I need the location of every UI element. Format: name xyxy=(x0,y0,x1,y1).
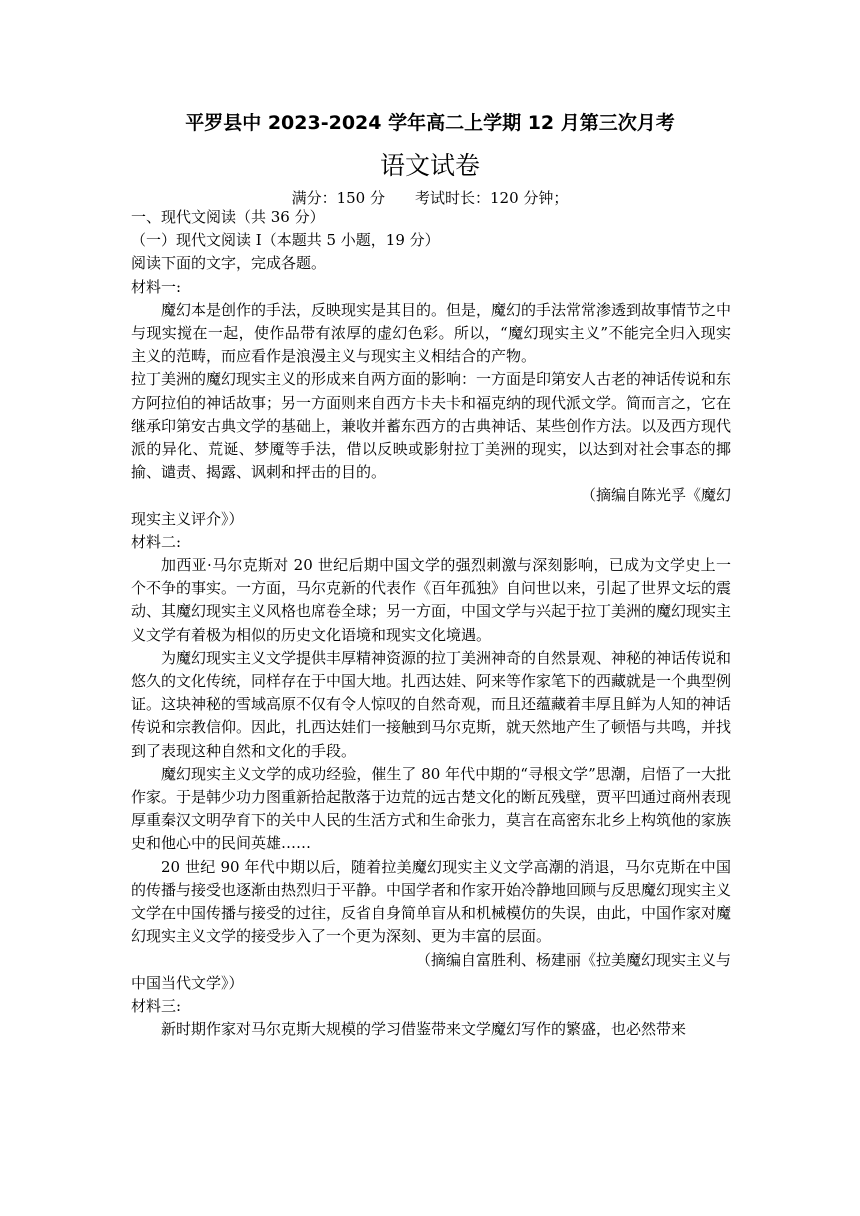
section-heading: 一、现代文阅读（共 36 分） xyxy=(131,208,325,226)
exam-meta xyxy=(0,187,860,208)
material1-source: （摘编自陈光孚《魔幻 xyxy=(580,486,731,505)
material3-label: 材料三: xyxy=(131,996,182,1015)
material1-paragraph: 拉丁美洲的魔幻现实主义的形成来自两方面的影响：一方面是印第安人古老的神话传说和东方阿拉伯的神话故事；另一方面则来自西方卡夫卡和福克纳的现代派文学。简而言之，它在继承印第安古典文学的基础上，兼收并蓄东西方的古典神话、某些创作方法。以及西方现代派的异化、荒诞、梦魇等手法，借以反映或影射拉丁美洲的现实，以达到对社会事态的揶揄、谴责、揭露、讽刺和抨击的目的。 xyxy=(131,370,732,482)
material2-source: （摘编自富胜利、杨建丽《拉美魔幻现实主义与 xyxy=(415,950,731,969)
material2-source-cont: 中国当代文学》） xyxy=(131,973,244,992)
material3-paragraph: 新时期作家对马尔克斯大规模的学习借鉴带来文学魔幻写作的繁盛，也必然带来 xyxy=(161,1020,687,1039)
section-subheading: （一）现代文阅读 I（本题共 5 小题，19 分） xyxy=(131,231,440,250)
material1-paragraph: 魔幻本是创作的手法，反映现实是其目的。但是，魔幻的手法常常渗透到故事情节之中与现实搅在一起，使作品带有浓厚的虚幻色彩。所以，“魔幻现实主义”不能完全归入现实主义的范畴，而应看作是浪漫主义与现实主义相结合的产物。 xyxy=(131,300,732,366)
full-score: 满分：150 分 xyxy=(291,189,385,207)
material1-source-cont: 现实主义评介》） xyxy=(131,509,244,528)
material2-label: 材料二: xyxy=(131,532,182,551)
exam-title: 平罗县中 2023-2024 学年高二上学期 12 月第三次月考 xyxy=(185,112,675,134)
exam-body xyxy=(131,206,731,1041)
material1-label: 材料一: xyxy=(131,277,182,296)
material2-paragraph: 魔幻现实主义文学的成功经验，催生了 80 年代中期的“寻根文学”思潮，启悟了一大批作家。于是韩少功力图重新拾起散落于边荒的远古楚文化的断瓦残壁，贾平凹通过商州表现厚重秦汉文明孕育下的关中人民的生活方式和生命张力，莫言在高密东北乡上构筑他的家族史和他心中的民间英雄…… xyxy=(131,764,732,853)
material2-paragraph: 为魔幻现实主义文学提供丰厚精神资源的拉丁美洲神奇的自然景观、神秘的神话传说和悠久的文化传统，同样存在于中国大地。扎西达娃、阿来等作家笔下的西藏就是一个典型例证。这块神秘的雪域高原不仅有令人惊叹的自然奇观，而且还蕴藏着丰厚且鲜为人知的神话传说和宗教信仰。因此，扎西达娃们一接触到马尔克斯，就天然地产生了顿悟与共鸣，并找到了表现这种自然和文化的手段。 xyxy=(131,648,732,760)
material2-paragraph: 20 世纪 90 年代中期以后，随着拉美魔幻现实主义文学高潮的消退，马尔克斯在中国的传播与接受也逐渐由热烈归于平静。中国学者和作家开始冷静地回顾与反思魔幻现实主义文学在中国传播与接受的过往，反省自身简单盲从和机械模仿的失误，由此，中国作家对魔幻现实主义文学的接受步入了一个更为深刻、更为丰富的层面。 xyxy=(131,857,732,946)
material2-paragraph: 加西亚·马尔克斯对 20 世纪后期中国文学的强烈刺激与深刻影响，已成为文学史上一个不争的事实。一方面，马尔克新的代表作《百年孤独》自问世以来，引起了世界文坛的震动、其魔幻现实主义风格也席卷全球；另一方面，中国文学与兴起于拉丁美洲的魔幻现实主义文学有着极为相似的历史文化语境和现实文化境遇。 xyxy=(131,556,732,644)
exam-subject: 语文试卷 xyxy=(379,151,480,180)
exam-duration: 考试时长：120 分钟； xyxy=(415,189,569,207)
reading-instruction: 阅读下面的文字，完成各题。 xyxy=(131,254,327,273)
